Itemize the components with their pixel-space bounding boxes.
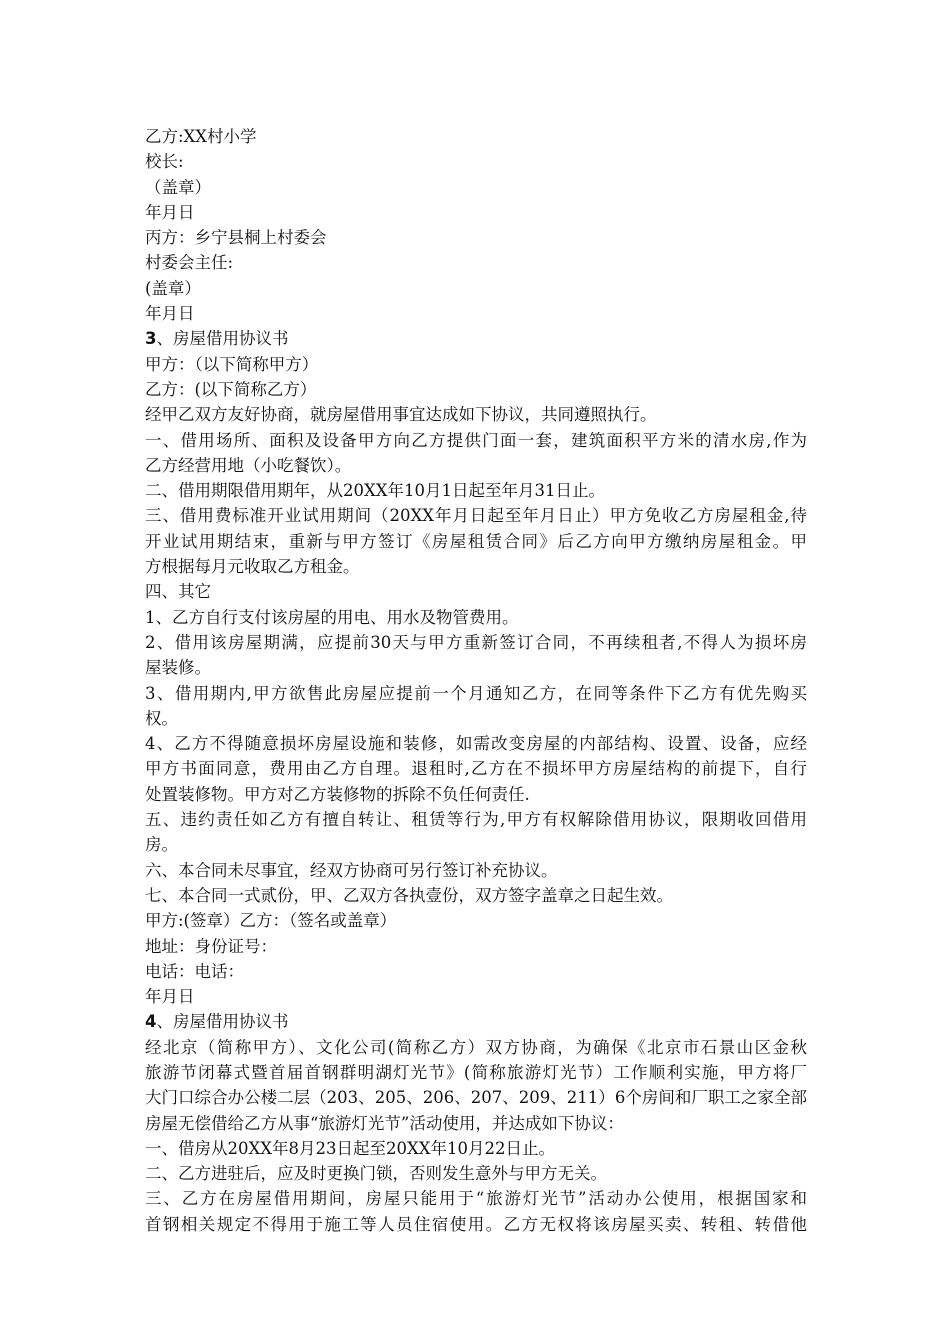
line-text: 2、借用该房屋期满，应提前30天与甲方重新签订合同，不再续租者,不得人为损坏房	[145, 632, 807, 652]
line-text: 旅游节闭幕式暨首届首钢群明湖灯光节》(简称旅游灯光节）工作顺利实施，甲方将厂	[145, 1062, 807, 1082]
line-text: 房屋无偿借给乙方从事“旅游灯光节”活动使用，并达成如下协议：	[145, 1113, 624, 1133]
line-text: 三、乙方在房屋借用期间，房屋只能用于“旅游灯光节”活动办公使用，根据国家和	[145, 1189, 807, 1209]
text-line	[145, 250, 807, 275]
line-text: 七、本合同一式贰份，甲、乙双方各执壹份，双方签字盖章之日起生效。	[145, 885, 673, 905]
line-text: 经甲乙双方友好协商，就房屋借用事宜达成如下协议，共同遵照执行。	[145, 405, 657, 425]
line-text: 年月日	[145, 304, 195, 324]
text-line	[145, 934, 807, 959]
text-line	[145, 1060, 807, 1085]
text-line	[145, 529, 807, 554]
text-line	[145, 554, 807, 579]
line-text: 1、乙方自行支付该房屋的用电、用水及物管费用。	[145, 607, 519, 627]
text-line	[145, 706, 807, 731]
line-text: 二、借用期限借用期年，从20XX年10月1日起至年月31日止。	[145, 481, 605, 501]
text-line	[145, 731, 807, 756]
text-line	[145, 756, 807, 781]
text-line	[145, 782, 807, 807]
line-text: （盖章）	[145, 177, 211, 197]
line-text: 一、借用场所、面积及设备甲方向乙方提供门面一套，建筑面积平方米的清水房,作为	[145, 430, 807, 450]
text-line	[145, 402, 807, 427]
text-line	[145, 1085, 807, 1110]
line-text: 电话：电话：	[145, 961, 244, 981]
section-number: 3	[145, 329, 157, 349]
line-text: 年月日	[145, 987, 195, 1007]
text-line	[145, 225, 807, 250]
text-line	[145, 681, 807, 706]
line-text: 方根据每月元收取乙方租金。	[145, 557, 360, 577]
line-text: 、房屋借用协议书	[156, 329, 289, 349]
document-body	[145, 124, 807, 1237]
line-text: 甲方书面同意，费用由乙方自理。退租时,乙方在不损坏甲方房屋结构的前提下，自行	[145, 759, 807, 779]
text-line	[145, 428, 807, 453]
text-line	[145, 453, 807, 478]
line-text: 乙方:XX村小学	[145, 127, 257, 146]
line-text: 经北京（简称甲方）、文化公司(简称乙方）双方协商，为确保《北京市石景山区金秋	[145, 1037, 807, 1057]
line-text: 首钢相关规定不得用于施工等人员住宿使用。乙方无权将该房屋买卖、转租、转借他	[145, 1214, 807, 1234]
text-line	[145, 1186, 807, 1211]
text-line	[145, 807, 807, 832]
text-line	[145, 630, 807, 655]
text-line	[145, 1161, 807, 1186]
text-line	[145, 883, 807, 908]
text-line	[145, 832, 807, 857]
line-text: 3、借用期内,甲方欲售此房屋应提前一个月通知乙方，在同等条件下乙方有优先购买	[145, 683, 807, 703]
line-text: 丙方：乡宁县桐上村委会	[145, 228, 327, 248]
text-line	[145, 984, 807, 1009]
line-text: 三、借用费标准开业试用期间（20XX年月日起至年月日止）甲方免收乙方房屋租金,待	[145, 506, 807, 526]
line-text: 年月日	[145, 202, 195, 222]
line-text: 一、借房从20XX年8月23日起至20XX年10月22日止。	[145, 1138, 555, 1158]
text-line	[145, 579, 807, 604]
text-line	[145, 175, 807, 200]
line-text: 二、乙方进驻后，应及时更换门锁，否则发生意外与甲方无关。	[145, 1164, 607, 1184]
text-line	[145, 377, 807, 402]
text-line	[145, 1035, 807, 1060]
text-line	[145, 352, 807, 377]
text-line	[145, 503, 807, 528]
section-heading	[145, 326, 807, 351]
line-text: 房。	[145, 835, 178, 855]
line-text: 地址：身份证号：	[145, 936, 277, 956]
text-line	[145, 276, 807, 301]
text-line	[145, 200, 807, 225]
line-text: 开业试用期结束，重新与甲方签订《房屋租赁合同》后乙方向甲方缴纳房屋租金。甲	[145, 531, 807, 551]
text-line	[145, 1111, 807, 1136]
text-line	[145, 1136, 807, 1161]
text-line	[145, 301, 807, 326]
text-line	[145, 478, 807, 503]
line-text: 乙方：(以下简称乙方）	[145, 379, 317, 399]
line-text: 村委会主任:	[145, 253, 234, 273]
text-line	[145, 1212, 807, 1237]
section-heading	[145, 1009, 807, 1034]
line-text: (盖章）	[145, 278, 201, 298]
line-text: 六、本合同未尽事宜，经双方协商可另行签订补充协议。	[145, 860, 558, 880]
line-text: 甲方:(签章）乙方：（签名或盖章）	[145, 911, 397, 931]
line-text: 甲方：（以下简称甲方）	[145, 354, 319, 374]
line-text: 五、违约责任如乙方有擅自转让、租赁等行为,甲方有权解除借用协议，限期收回借用	[145, 810, 807, 830]
line-text: 权。	[145, 708, 178, 728]
text-line	[145, 908, 807, 933]
text-line	[145, 605, 807, 630]
text-line	[145, 149, 807, 174]
line-text: 处置装修物。甲方对乙方装修物的拆除不负任何责任.	[145, 784, 530, 804]
text-line	[145, 124, 807, 149]
line-text: 、房屋借用协议书	[156, 1012, 289, 1032]
section-number: 4	[145, 1012, 157, 1032]
text-line	[145, 655, 807, 680]
line-text: 四、其它	[145, 582, 211, 602]
text-line	[145, 858, 807, 883]
line-text: 大门口综合办公楼二层（203、205、206、207、209、211）6个房间和厂职工之家全部	[145, 1088, 807, 1108]
line-text: 屋装修。	[145, 658, 211, 678]
line-text: 校长:	[145, 152, 184, 172]
text-line	[145, 959, 807, 984]
line-text: 4、乙方不得随意损坏房屋设施和装修，如需改变房屋的内部结构、设置、设备，应经	[145, 734, 807, 754]
line-text: 乙方经营用地（小吃餐饮）。	[145, 455, 352, 475]
